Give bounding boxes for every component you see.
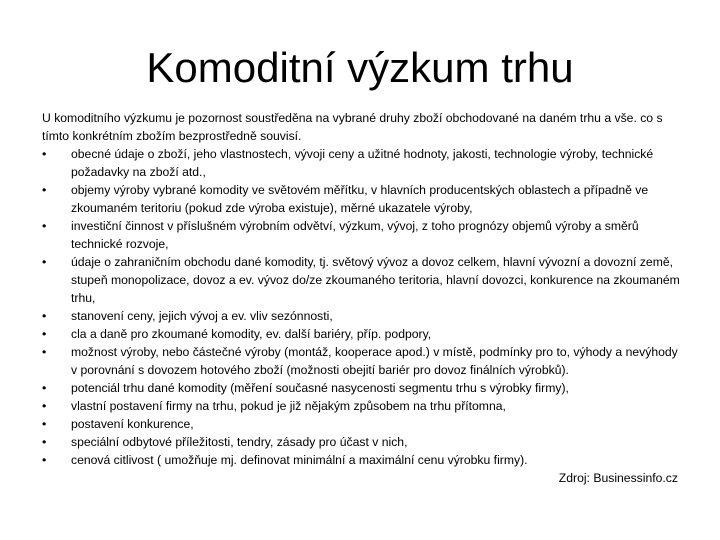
bullet-text: možnost výroby, nebo částečné výroby (montáž, kooperace apod.) v místě, podmínky pro to, výhody a nevýhody v porovnání s dovozem hotového zboží (možnosti obejití bariér pro dovoz finálních výrobků). [71, 345, 678, 377]
bullet-text: potenciál trhu dané komodity (měření současné nasycenosti segmentu trhu s výrobky firmy), [71, 381, 569, 395]
bullet-text: cenová citlivost ( umožňuje mj. definovat minimální a maximální cenu výrobku firmy). [71, 453, 528, 467]
bullet-item [42, 253, 682, 307]
bullet-marker: • [42, 183, 47, 197]
bullet-marker: • [42, 309, 47, 323]
bullet-text: obecné údaje o zboží, jeho vlastnostech, vývoji ceny a užitné hodnoty, jakosti, technologie výroby, technické požadavky na zboží atd., [71, 147, 654, 179]
bullet-item [42, 145, 682, 181]
bullet-text: stanovení ceny, jejich vývoj a ev. vliv sezónnosti, [71, 309, 333, 323]
bullet-item [42, 433, 682, 451]
bullet-marker: • [42, 327, 47, 341]
bullet-marker: • [42, 399, 47, 413]
intro-paragraph: U komoditního výzkumu je pozornost soustředěna na vybrané druhy zboží obchodované na daném trhu a vše. co s tímto konkrétním zbožím bezprostředně souvisí. [42, 111, 663, 143]
bullet-item [42, 181, 682, 217]
bullet-text: postavení konkurence, [71, 417, 194, 431]
slide-title: Komoditní výzkum trhu [146, 44, 574, 91]
bullet-marker: • [42, 417, 47, 431]
bullet-item [42, 379, 682, 397]
bullet-marker: • [42, 219, 47, 233]
bullet-item [42, 217, 682, 253]
bullet-text: speciální odbytové příležitosti, tendry, zásady pro účast v nich, [71, 435, 408, 449]
bullet-list [42, 145, 682, 469]
bullet-marker: • [42, 381, 47, 395]
bullet-text: objemy výroby vybrané komodity ve světovém měřítku, v hlavních producentských oblastech a případně ve zkoumaném teritoriu (pokud zde výroba existuje), měrné ukazatele výroby, [71, 183, 649, 215]
bullet-item [42, 397, 682, 415]
bullet-item [42, 415, 682, 433]
bullet-item [42, 325, 682, 343]
bullet-text: cla a daně pro zkoumané komodity, ev. další bariéry, příp. podpory, [71, 327, 432, 341]
bullet-item [42, 451, 682, 469]
slide-content [42, 109, 682, 487]
source-citation: Zdroj: Businessinfo.cz [558, 471, 678, 485]
bullet-item [42, 307, 682, 325]
bullet-item [42, 343, 682, 379]
bullet-text: vlastní postavení firmy na trhu, pokud je již nějakým způsobem na trhu přítomna, [71, 399, 506, 413]
bullet-marker: • [42, 255, 47, 269]
bullet-marker: • [42, 435, 47, 449]
bullet-text: investiční činnost v příslušném výrobním odvětví, výzkum, vývoj, z toho prognózy objemů výroby a směrů technické rozvoje, [71, 219, 639, 251]
bullet-marker: • [42, 345, 47, 359]
bullet-text: údaje o zahraničním obchodu dané komodity, tj. světový vývoz a dovoz celkem, hlavní vývozní a dovozní země, stupeň monopolizace, dovoz a ev. vývoz do/ze zkoumaného teritoria, hlavní dovozci, konkurence na zkoumaném trhu, [71, 255, 680, 305]
bullet-marker: • [42, 453, 47, 467]
bullet-marker: • [42, 147, 47, 161]
